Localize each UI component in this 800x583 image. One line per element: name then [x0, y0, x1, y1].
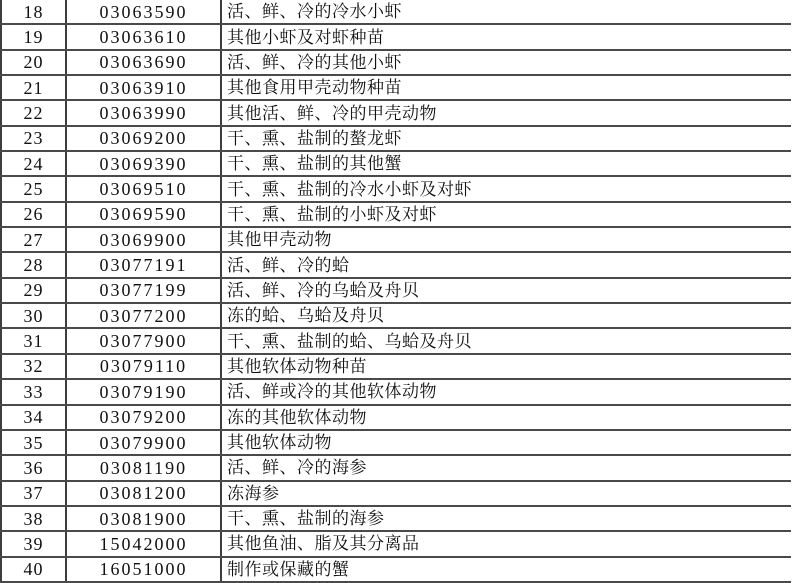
description-cell: 干、熏、盐制的蛤、乌蛤及舟贝 [227, 331, 472, 351]
hs-code-cell: 03063910 [67, 76, 222, 99]
row-number-cell: 36 [0, 456, 67, 479]
table-row [0, 507, 791, 532]
description-cell: 冻的蛤、乌蛤及舟贝 [227, 306, 385, 326]
description-cell: 活、鲜、冷的冷水小虾 [227, 2, 402, 22]
hs-code-cell: 03069510 [67, 177, 222, 200]
hs-code-cell: 03069200 [67, 127, 222, 150]
row-number-cell: 33 [0, 380, 67, 403]
table-row [0, 152, 791, 177]
description-cell: 其他小虾及对虾种苗 [227, 27, 385, 47]
row-number-cell: 34 [0, 406, 67, 429]
hs-code-cell: 03063990 [67, 101, 222, 124]
table-row [0, 355, 791, 380]
description-cell: 活、鲜、冷的其他小虾 [227, 52, 402, 72]
row-number-cell: 32 [0, 355, 67, 378]
description-cell: 活、鲜、冷的乌蛤及舟贝 [227, 280, 420, 300]
table-row [0, 177, 791, 202]
description-cell: 干、熏、盐制的其他蟹 [227, 154, 402, 174]
row-number-cell: 19 [0, 25, 67, 48]
row-number-cell: 21 [0, 76, 67, 99]
row-number-cell: 30 [0, 304, 67, 327]
hs-code-cell: 03069900 [67, 228, 222, 251]
row-number-cell: 25 [0, 177, 67, 200]
table-row [0, 203, 791, 228]
description-cell: 其他鱼油、脂及其分离品 [227, 534, 420, 554]
hs-code-cell: 03063690 [67, 51, 222, 74]
row-number-cell: 38 [0, 507, 67, 530]
description-cell: 活、鲜或冷的其他软体动物 [227, 382, 437, 402]
table-row [0, 456, 791, 481]
table-row [0, 304, 791, 329]
table-row [0, 101, 791, 126]
description-cell: 其他甲壳动物 [227, 230, 332, 250]
description-cell: 其他活、鲜、冷的甲壳动物 [227, 103, 437, 123]
hs-code-cell: 15042000 [67, 532, 222, 555]
table-row [0, 253, 791, 278]
row-number-cell: 28 [0, 253, 67, 276]
table-row [0, 51, 791, 76]
table-row [0, 380, 791, 405]
table-row [0, 0, 791, 25]
row-number-cell: 22 [0, 101, 67, 124]
table-row [0, 329, 791, 354]
description-cell: 活、鲜、冷的海参 [227, 458, 367, 478]
table-row [0, 228, 791, 253]
hs-code-cell: 16051000 [67, 558, 222, 581]
hs-code-cell: 03077900 [67, 329, 222, 352]
description-cell: 冻海参 [227, 483, 280, 503]
table-row [0, 482, 791, 507]
hs-code-cell: 03077199 [67, 279, 222, 302]
hs-code-cell: 03077200 [67, 304, 222, 327]
hs-code-cell: 03077191 [67, 253, 222, 276]
description-cell: 其他软体动物 [227, 433, 332, 453]
description-cell: 冻的其他软体动物 [227, 407, 367, 427]
table-row [0, 25, 791, 50]
row-number-cell: 35 [0, 431, 67, 454]
description-cell: 活、鲜、冷的蛤 [227, 255, 350, 275]
hs-code-cell: 03081190 [67, 456, 222, 479]
description-cell: 干、熏、盐制的海参 [227, 509, 385, 529]
row-number-cell: 23 [0, 127, 67, 150]
hs-code-cell: 03081200 [67, 482, 222, 505]
table-row [0, 279, 791, 304]
row-number-cell: 29 [0, 279, 67, 302]
description-cell: 干、熏、盐制的冷水小虾及对虾 [227, 179, 472, 199]
hs-code-cell: 03063590 [67, 0, 222, 23]
description-cell: 干、熏、盐制的螯龙虾 [227, 128, 402, 148]
hs-code-cell: 03069390 [67, 152, 222, 175]
description-cell: 干、熏、盐制的小虾及对虾 [227, 204, 437, 224]
table-row [0, 431, 791, 456]
row-number-cell: 18 [0, 0, 67, 23]
table-row [0, 76, 791, 101]
description-cell: 制作或保藏的蟹 [227, 559, 350, 579]
hs-code-cell: 03079900 [67, 431, 222, 454]
row-number-cell: 20 [0, 51, 67, 74]
description-cell: 其他软体动物种苗 [227, 356, 367, 376]
hs-code-cell: 03079200 [67, 406, 222, 429]
table-row [0, 532, 791, 557]
row-number-cell: 26 [0, 203, 67, 226]
description-cell: 其他食用甲壳动物种苗 [227, 78, 402, 98]
row-number-cell: 31 [0, 329, 67, 352]
hs-code-cell: 03079190 [67, 380, 222, 403]
table-row [0, 406, 791, 431]
row-number-cell: 37 [0, 482, 67, 505]
table-row [0, 558, 791, 583]
hs-code-cell: 03079110 [67, 355, 222, 378]
table-row [0, 127, 791, 152]
hs-code-cell: 03069590 [67, 203, 222, 226]
hs-code-cell: 03063610 [67, 25, 222, 48]
row-number-cell: 27 [0, 228, 67, 251]
hs-code-cell: 03081900 [67, 507, 222, 530]
row-number-cell: 40 [0, 558, 67, 581]
row-number-cell: 39 [0, 532, 67, 555]
row-number-cell: 24 [0, 152, 67, 175]
